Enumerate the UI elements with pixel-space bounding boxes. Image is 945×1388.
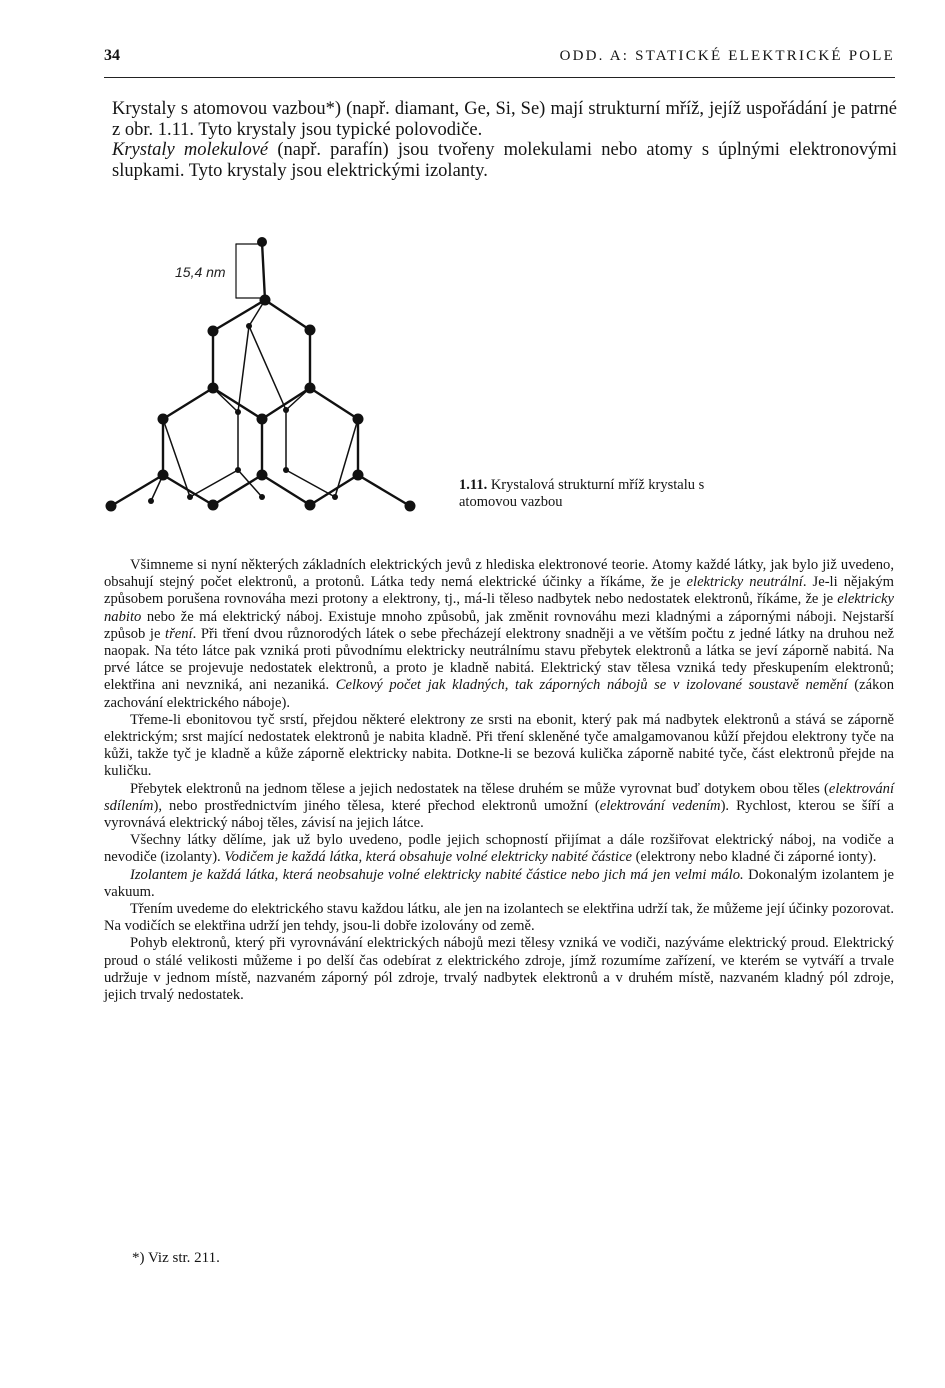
italic-text-run: Vodičem je každá látka, která obsahuje volné elektricky nabité částice: [224, 849, 633, 866]
text-run: Všechny látky dělíme, jak už bylo uvedeno, podle jejich schopností přijímat a dále rozšiřovat elektrický náboj, na vodiče a nevodiče (izolanty).: [104, 832, 894, 866]
text-run: Všimneme si nyní některých základních elektrických jevů z hlediska elektronové teorie. Atomy každé látky, jak bylo již uvedeno, obsahují stejný počet elektronů, a protonů. Látka tedy nemá elektrické účinky a říkáme, že je: [104, 557, 894, 591]
text-run: . Při tření dvou různorodých látek o sebe přecházejí elektrony snadněji a ve větším počtu z jedné látky na druhou než naopak. Na této látce pak vzniká proti původnímu elektricky neutrálnímu stavu přebytek elektronů a látka se jeví záporně nabitá. Na prvé látce se projevuje nedostatek elektronů, a proto je kladně nabitá. Elektrický stav tělesa vzniká tedy přeskupením elektronů; elektřina ani nevzniká, ani nezaniká.: [104, 625, 894, 694]
text-run: ). Rychlost, kterou se šíří a vyrovnává elektrický náboj těles, závisí na jejich látce.: [104, 797, 894, 832]
text-run: (zákon zachování elektrického náboje).: [104, 677, 895, 711]
figure-caption-text: Krystalová strukturní mříž krystalu s atomovou vazbou: [459, 477, 705, 510]
intro-paragraph-2: [112, 140, 897, 181]
text-run: (elektrony nebo kladné či záporné ionty).: [632, 849, 877, 866]
body-paragraph: [104, 867, 894, 901]
body-paragraph: [104, 935, 894, 1004]
italic-text-run: elektrování vedením: [599, 797, 721, 814]
crystal-lattice-diagram: [100, 232, 440, 524]
body-paragraph: [104, 712, 894, 781]
italic-text-run: elektrování sdílením: [104, 780, 894, 814]
body-text: [104, 557, 894, 1004]
italic-text-run: Izolantem je každá látka, která neobsahuje volné elektricky nabité částice nebo jich má jen velmi málo.: [130, 866, 744, 883]
figure-number: 1.11.: [459, 477, 488, 493]
intro-text: [112, 99, 897, 181]
italic-text-run: Celkový počet jak kladných, tak záporných nábojů se v izolované soustavě nemění: [335, 677, 848, 694]
page-number: 34: [104, 47, 120, 64]
text-run: . Je-li nějakým způsobem porušena rovnováha mezi protony a elektrony, tj., má-li těleso nadbytek nebo nedostatek elektronů, říkáme, že je: [104, 574, 894, 608]
text-run: nebo že má elektrický náboj. Existuje mnoho způsobů, jak změnit rovnováhu mezi kladnými a zápornými náboji. Nejstarší způsob je: [104, 608, 894, 642]
italic-text-run: tření: [165, 625, 193, 642]
body-paragraph: [104, 781, 894, 833]
intro-italic-term: Krystaly molekulové: [112, 140, 269, 160]
text-run: Třením uvedeme do elektrického stavu každou látku, ale jen na izolantech se elektřina udrží tak, že můžeme její účinky pozorovat. Na vodičích se elektřina udrží jen tehdy, jsou-li dobře izolovány od země.: [104, 901, 894, 935]
dimension-label: 15,4 nm: [175, 264, 226, 280]
text-run: Přebytek elektronů na jednom tělese a jejich nedostatek na tělese druhém se může vyrovnat buď dotykem obou těles (: [130, 780, 829, 797]
italic-text-run: elektricky nabito: [104, 591, 894, 625]
footnote: *) Viz str. 211.: [132, 1250, 220, 1266]
body-paragraph: [104, 832, 894, 866]
intro-paragraph-2-rest: (např. parafín) jsou tvořeny molekulami nebo atomy s úplnými elektronovými slupkami. Tyto krystaly jsou elektrickými izolanty.: [112, 140, 897, 181]
text-run: Pohyb elektronů, který při vyrovnávání elektrických nábojů mezi tělesy vzniká ve vodiči, nazýváme elektrický proud. Elektrický proud o stálé velikosti můžeme i po delší čas odebírat z elektrického zdroje, jímž rozumíme zařízení, ve kterém se vytváří a trvale udržuje v jednom místě, nazvaném záporný pól zdroje, trvalý nadbytek elektronů a v druhém místě, nazvaném kladný pól zdroje, jejich trvalý nedostatek.: [104, 935, 894, 1004]
header-rule: [104, 77, 895, 78]
intro-paragraph-1: Krystaly s atomovou vazbou*) (např. diamant, Ge, Si, Se) mají strukturní mříž, jejíž uspořádání je patrné z obr. 1.11. Tyto krystaly jsou typické polovodiče.: [112, 99, 897, 140]
italic-text-run: elektricky neutrální: [686, 574, 803, 591]
body-paragraph: [104, 901, 894, 935]
figure-caption: [459, 477, 759, 510]
body-paragraph: [104, 557, 894, 712]
running-header: ODD. A: STATICKÉ ELEKTRICKÉ POLE: [559, 48, 895, 64]
text-run: ), nebo prostřednictvím jiného tělesa, které přechod elektronů umožní (: [153, 797, 600, 814]
text-run: Dokonalým izolantem je vakuum.: [104, 866, 894, 900]
text-run: Třeme-li ebonitovou tyč srstí, přejdou některé elektrony ze srsti na ebonit, který pak má nadbytek elektronů a stává se záporně elektrickým; srst mající nedostatek elektronů je nabita kladně. Při tření skleněné tyče amalgamovanou kůží přejdou elektrony tyče na kůži, takže tyč je kladně a kůže záporně elektricky nabita. Dotkne-li se bezová kulička záporně nabité tyče, část elektronů přejde na kuličku.: [104, 711, 894, 780]
